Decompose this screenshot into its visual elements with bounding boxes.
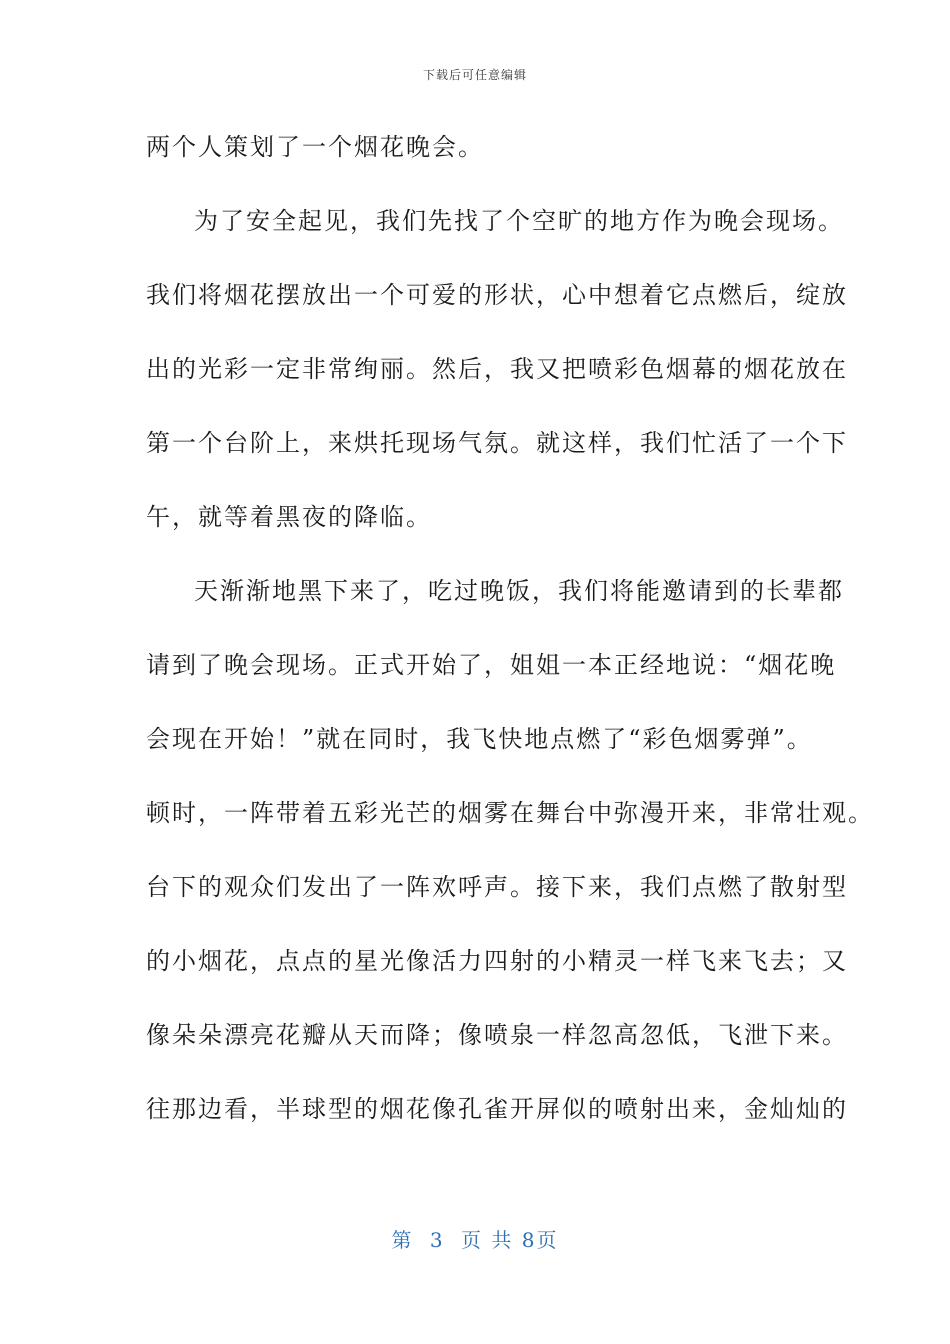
body-text (146, 122, 874, 1158)
text-line: 往那边看，半球型的烟花像孔雀开屏似的喷射出来，金灿灿的 (146, 1095, 848, 1123)
text-line: 台下的观众们发出了一阵欢呼声。接下来，我们点燃了散射型 (146, 873, 848, 901)
current-page-number: 3 (429, 1228, 445, 1252)
text-line: 会现在开始！”就在同时，我飞快地点燃了“彩色烟雾弹”。 (146, 725, 813, 753)
text-line: 两个人策划了一个烟花晚会。 (146, 133, 484, 161)
text-line: 的小烟花，点点的星光像活力四射的小精灵一样飞来飞去；又 (146, 947, 848, 975)
total-pages: 8页 (521, 1228, 559, 1252)
footer-prefix: 第 (391, 1228, 414, 1252)
text-line: 顿时，一阵带着五彩光芒的烟雾在舞台中弥漫开来，非常壮观。 (146, 799, 874, 827)
text-line: 第一个台阶上，来烘托现场气氛。就这样，我们忙活了一个下 (146, 429, 848, 457)
text-line: 我们将烟花摆放出一个可爱的形状，心中想着它点燃后，绽放 (146, 281, 848, 309)
footer-middle: 页 共 (461, 1228, 514, 1252)
text-line: 出的光彩一定非常绚丽。然后，我又把喷彩色烟幕的烟花放在 (146, 355, 848, 383)
text-line: 为了安全起见，我们先找了个空旷的地方作为晚会现场。 (194, 207, 844, 235)
page-footer (0, 1224, 950, 1253)
text-line: 像朵朵漂亮花瓣从天而降；像喷泉一样忽高忽低，飞泄下来。 (146, 1021, 848, 1049)
text-line: 天渐渐地黑下来了，吃过晚饭，我们将能邀请到的长辈都 (194, 577, 844, 605)
header-note: 下载后可任意编辑 (422, 68, 527, 82)
text-line: 请到了晚会现场。正式开始了，姐姐一本正经地说：“烟花晚 (146, 651, 837, 679)
text-line: 午，就等着黑夜的降临。 (146, 503, 432, 531)
